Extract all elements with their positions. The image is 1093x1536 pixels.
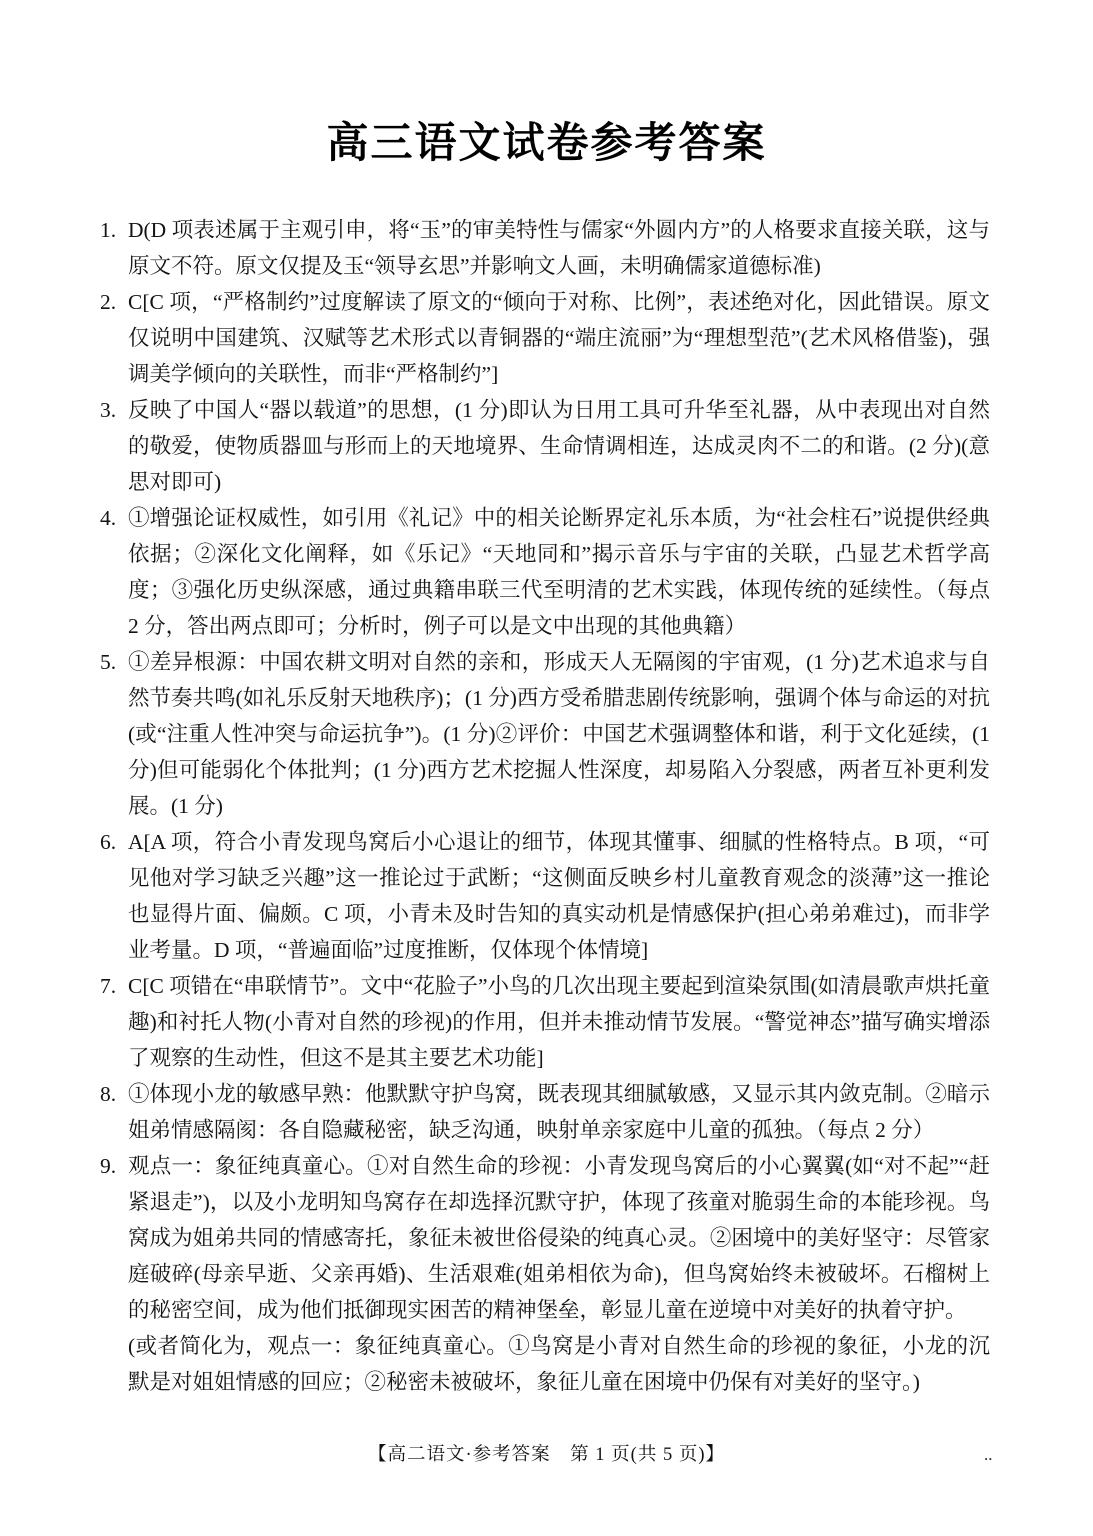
item-number: 6.	[100, 830, 117, 854]
item-text: D(D 项表述属于主观引申，将“玉”的审美特性与儒家“外圆内方”的人格要求直接关联，这与原文不符。原文仅提及玉“领导玄思”并影响文人画，未明确儒家道德标准)	[128, 218, 990, 278]
item-number: 5.	[100, 650, 117, 674]
answer-item-8	[100, 1076, 990, 1148]
answer-item-6	[100, 824, 990, 968]
answer-item-9	[100, 1148, 990, 1400]
answer-item-4	[100, 500, 990, 644]
answer-item-3	[100, 392, 990, 500]
item-text: 反映了中国人“器以载道”的思想，(1 分)即认为日用工具可升华至礼器，从中表现出对自然的敬爱，使物质器皿与形而上的天地境界、生命情调相连，达成灵肉不二的和谐。(2 分)(意思对即可)	[128, 398, 990, 494]
page-title: 高三语文试卷参考答案	[326, 119, 767, 166]
item-number: 9.	[100, 1154, 117, 1178]
page-footer: 【高二语文·参考答案 第 1 页(共 5 页)】	[368, 1445, 725, 1465]
item-text: ①差异根源：中国农耕文明对自然的亲和，形成天人无隔阂的宇宙观，(1 分)艺术追求与自然节奏共鸣(如礼乐反射天地秩序)；(1 分)西方受希腊悲剧传统影响，强调个体与命运的对抗(或“注重人性冲突与命运抗争”)。(1 分)②评价：中国艺术强调整体和谐，利于文化延续，(1 分)但可能弱化个体批判；(1 分)西方艺术挖掘人性深度，却易陷入分裂感，两者互补更利发展。(1 分)	[128, 650, 990, 818]
item-number: 1.	[100, 218, 117, 242]
answer-item-7	[100, 968, 990, 1076]
item-text: C[C 项，“严格制约”过度解读了原文的“倾向于对称、比例”，表述绝对化，因此错误。原文仅说明中国建筑、汉赋等艺术形式以青铜器的“端庄流丽”为“理想型范”(艺术风格借鉴)，强调美学倾向的关联性，而非“严格制约”]	[128, 290, 990, 386]
answer-item-2	[100, 284, 990, 392]
item-number: 8.	[100, 1082, 117, 1106]
item-text: ①体现小龙的敏感早熟：他默默守护鸟窝，既表现其细腻敏感，又显示其内敛克制。②暗示姐弟情感隔阂：各自隐藏秘密，缺乏沟通，映射单亲家庭中儿童的孤独。（每点 2 分）	[128, 1082, 990, 1142]
item-text: ①增强论证权威性，如引用《礼记》中的相关论断界定礼乐本质，为“社会柱石”说提供经典依据；②深化文化阐释，如《乐记》“天地同和”揭示音乐与宇宙的关联，凸显艺术哲学高度；③强化历史纵深感，通过典籍串联三代至明清的艺术实践，体现传统的延续性。（每点 2 分，答出两点即可；分析时，例子可以是文中出现的其他典籍）	[128, 506, 990, 638]
item-number: 7.	[100, 974, 117, 998]
scan-artifact-mark: ..	[984, 1448, 993, 1463]
item-number: 2.	[100, 290, 117, 314]
item-note: (或者简化为，观点一：象征纯真童心。①鸟窝是小青对自然生命的珍视的象征，小龙的沉默是对姐姐情感的回应；②秘密未被破坏，象征儿童在困境中仍保有对美好的坚守。)	[128, 1334, 990, 1394]
item-text: C[C 项错在“串联情节”。文中“花脸子”小鸟的几次出现主要起到渲染氛围(如清晨歌声烘托童趣)和衬托人物(小青对自然的珍视)的作用，但并未推动情节发展。“警觉神态”描写确实增添了观察的生动性，但这不是其主要艺术功能]	[128, 974, 990, 1070]
answer-item-1	[100, 212, 990, 284]
item-number: 3.	[100, 398, 117, 422]
item-text: 观点一：象征纯真童心。①对自然生命的珍视：小青发现鸟窝后的小心翼翼(如“对不起”“赶紧退走”)，以及小龙明知鸟窝存在却选择沉默守护，体现了孩童对脆弱生命的本能珍视。鸟窝成为姐弟共同的情感寄托，象征未被世俗侵染的纯真心灵。②困境中的美好坚守：尽管家庭破碎(母亲早逝、父亲再婚)、生活艰难(姐弟相依为命)，但鸟窝始终未被破坏。石榴树上的秘密空间，成为他们抵御现实困苦的精神堡垒，彰显儿童在逆境中对美好的执着守护。	[128, 1154, 990, 1322]
item-number: 4.	[100, 506, 117, 530]
answer-item-5	[100, 644, 990, 824]
item-text: A[A 项，符合小青发现鸟窝后小心退让的细节，体现其懂事、细腻的性格特点。B 项，“可见他对学习缺乏兴趣”这一推论过于武断；“这侧面反映乡村儿童教育观念的淡薄”这一推论也显得片面、偏颇。C 项，小青未及时告知的真实动机是情感保护(担心弟弟难过)，而非学业考量。D 项，“普遍面临”过度推断，仅体现个体情境]	[128, 830, 990, 962]
answer-list	[100, 212, 990, 1400]
